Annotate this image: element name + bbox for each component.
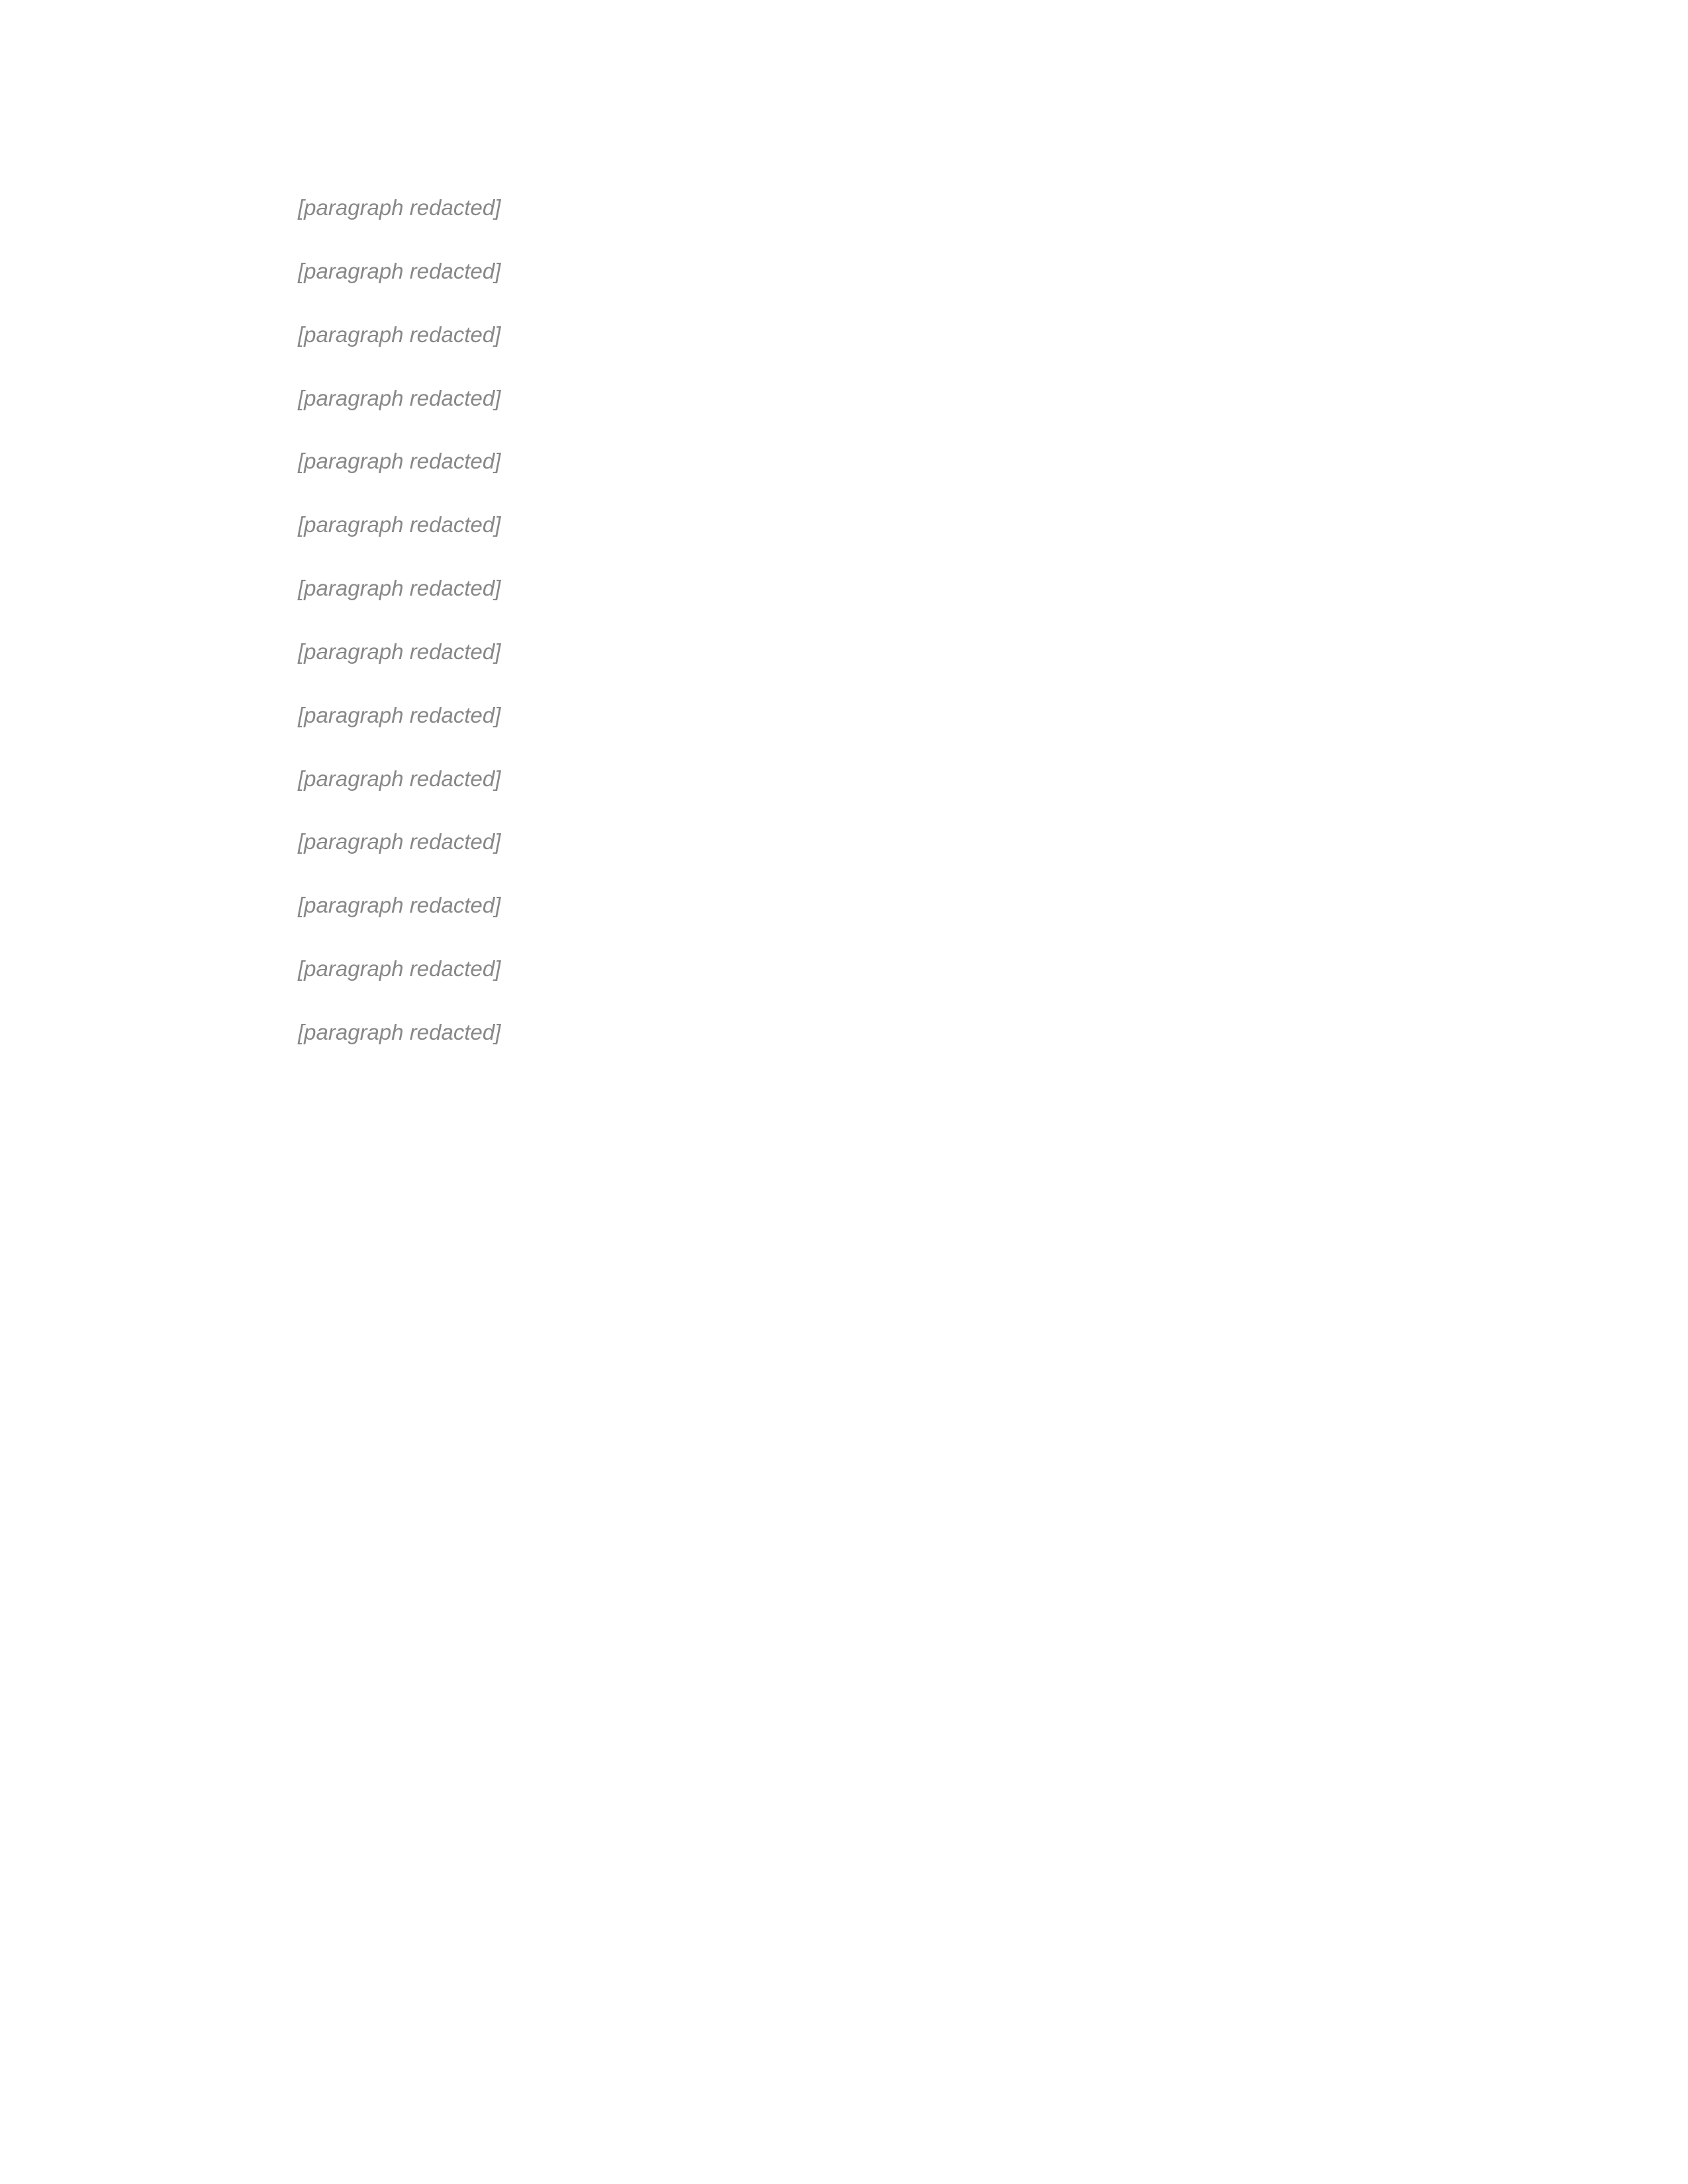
paragraph: [paragraph redacted] xyxy=(298,829,501,854)
paragraph: [paragraph redacted] xyxy=(298,639,501,664)
paragraph: [paragraph redacted] xyxy=(298,956,501,981)
paragraph: [paragraph redacted] xyxy=(298,322,501,347)
paragraph: [paragraph redacted] xyxy=(298,576,501,601)
paragraph: [paragraph redacted] xyxy=(298,449,501,474)
paragraph: [paragraph redacted] xyxy=(298,893,501,918)
paragraph: [paragraph redacted] xyxy=(298,766,501,791)
paragraph: [paragraph redacted] xyxy=(298,1019,501,1044)
paragraph: [paragraph redacted] xyxy=(298,702,501,727)
document-body xyxy=(199,192,1489,1048)
paragraph: [paragraph redacted] xyxy=(298,512,501,537)
paragraph: [paragraph redacted] xyxy=(298,385,501,410)
paragraph: [paragraph redacted] xyxy=(298,195,501,220)
paragraph: [paragraph redacted] xyxy=(298,258,501,283)
